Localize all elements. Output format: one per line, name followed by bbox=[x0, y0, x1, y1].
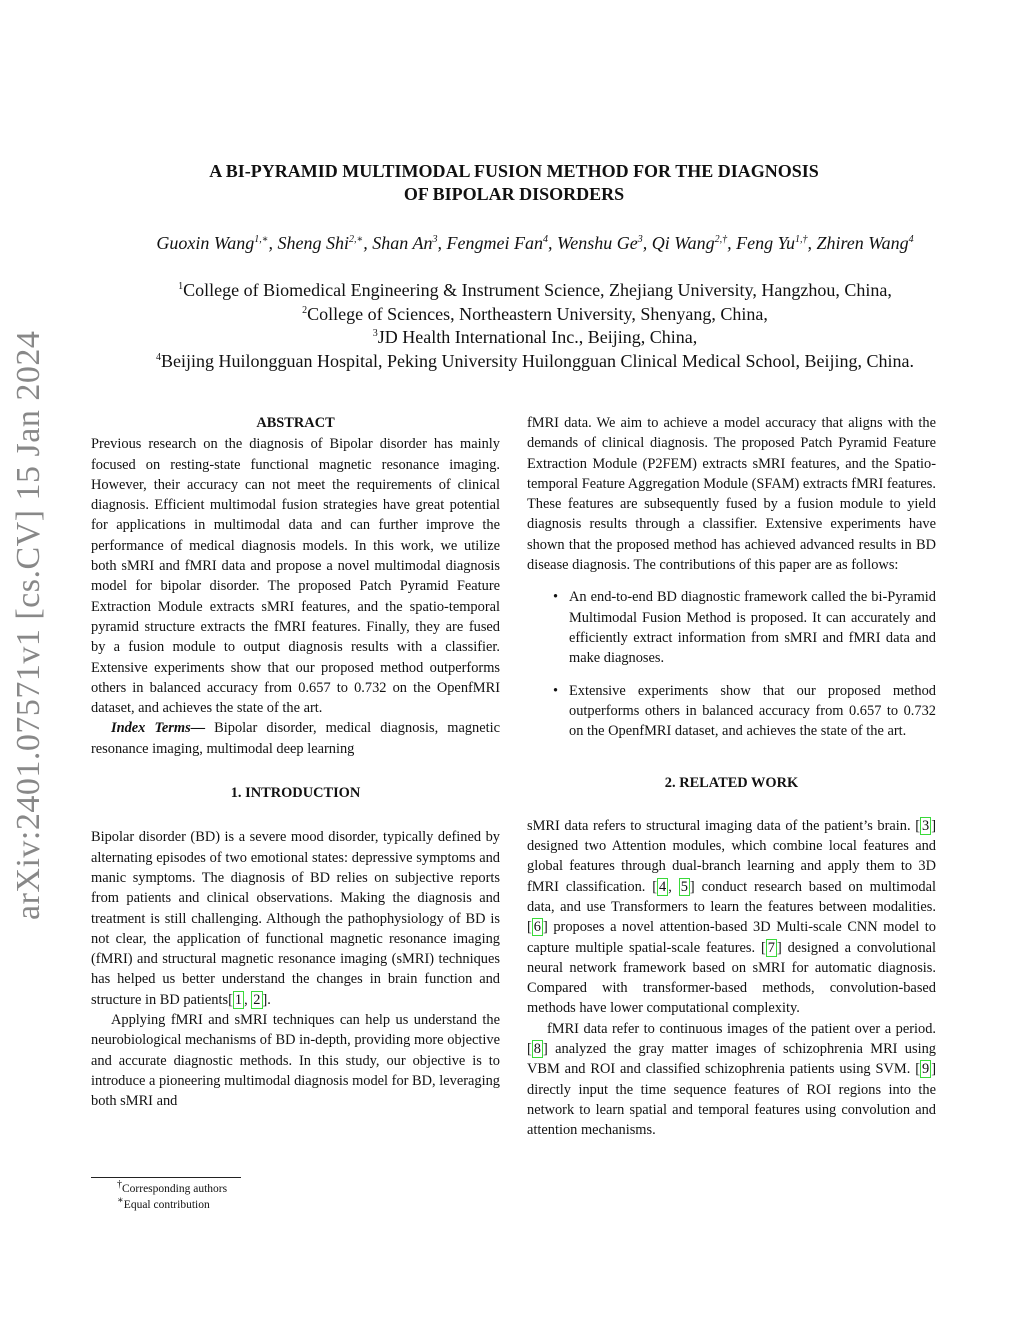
citation-link[interactable]: 2 bbox=[253, 991, 261, 1008]
footnote-corresponding: †Corresponding authors bbox=[117, 1179, 228, 1195]
author-list: Guoxin Wang$^{1,∗}$, Sheng Shi$^{2,∗}$, Shan An$^3$, Fengmei Fan$^4$, Wenshu Ge$^3$, Qi Wang$^{2,\dagger}$, Feng $Yu^{1,\dagger}$, Zhiren Wang$^4$ bbox=[156, 233, 914, 253]
author: Sheng Shi$^{2,∗}$ bbox=[277, 233, 364, 253]
abstract-heading: ABSTRACT bbox=[256, 415, 335, 431]
introduction-heading: 1. INTRODUCTION bbox=[230, 785, 361, 802]
footnote-rule bbox=[91, 1177, 241, 1178]
related-paragraph-1: sMRI data refers to structural imaging data of the patient’s brain. [ 3 ] designed two Attention modules, which combine local features and global features through dual-branch learning and apply them to 3D fMRI classification. [ 4 , 5 ] conduct research based on multimodal data, and use Transformers to learn the features between modalities. [ 6 ] proposes a novel attention-based 3D Multi-scale CNN model to capture multiple spatial-scale features. [ 7 ] designed a convolutional neural network framework based on sMRI for automatic diagnosis. Compared with transformer-based methods, convolution-based methods have lower computational complexity. bbox=[527, 817, 937, 1017]
list-item: • Extensive experiments show that our proposed method outperforms others in balanced accuracy from 0.657 to 0.732 on the OpenfMRI dataset, and achieves the state of the art. bbox=[569, 681, 936, 742]
related-paragraph-2: fMRI data refer to continuous images of the patient over a period. [ 8 ] analyzed the gray matter images of schizophrenia MRI using VBM and ROI and classified schizophrenia patients using SVM. [ 9 ] directly input the time sequence features of ROI regions into the network to learn spatial and temporal features using convolution and attention mechanisms. bbox=[527, 1020, 936, 1139]
citation-link[interactable]: 4 bbox=[659, 878, 667, 895]
affiliation-list bbox=[60, 279, 1010, 373]
citation-link[interactable]: 5 bbox=[680, 878, 688, 895]
citation-link[interactable]: 8 bbox=[533, 1041, 541, 1058]
index-terms-label: Index Terms— bbox=[111, 720, 206, 737]
citation-link[interactable]: 9 bbox=[922, 1061, 930, 1078]
related-work-heading: 2. RELATED WORK bbox=[664, 775, 799, 792]
author: Guoxin Wang$^{1,∗}$ bbox=[156, 233, 269, 253]
affiliation: $^1$College of Biomedical Engineering & Instrument Science, Zhejiang University, Hangzhou, China, bbox=[178, 280, 892, 300]
paper-title bbox=[100, 160, 928, 206]
intro-paragraph-2: Applying fMRI and sMRI techniques can help us understand the neurobiological mechanisms of BD in-depth, providing more objective and accurate diagnostic methods. In this study, our objective is to introduce a pioneering multimodal diagnosis model for BD, leveraging both sMRI and bbox=[91, 1012, 500, 1110]
title-line-2: OF BIPOLAR DISORDERS bbox=[403, 184, 625, 204]
affiliation: $^3$JD Health International Inc., Beijing, China, bbox=[372, 327, 698, 347]
citation-link[interactable]: 7 bbox=[767, 939, 775, 956]
citation-link[interactable]: 1 bbox=[234, 991, 243, 1008]
citation-link[interactable]: 3 bbox=[922, 817, 930, 834]
arxiv-identifier: arXiv:2401.07571v1 [cs.CV] 15 Jan 2024 bbox=[10, 330, 47, 920]
intro-paragraph-2-continued: fMRI data. We aim to achieve a model accuracy that aligns with the demands of clinical diagnosis. The proposed Patch Pyramid Feature Extraction Module (P2FEM) extracts sMRI features, and the Spatio-temporal Feature Aggregation Module (SFAM) extracts fMRI features. These features are subsequently fused by a fusion module to yield diagnosis results through a classifier. Extensive experiments have shown that the proposed method has achieved advanced results in BD disease diagnosis. The contributions of this paper are as follows: bbox=[527, 415, 936, 574]
footnotes bbox=[91, 1177, 500, 1213]
affiliation: $^4$Beijing Huilongguan Hospital, Peking University Huilongguan Clinical Medical School, Beijing, China. bbox=[156, 350, 914, 371]
author: Zhiren Wang$^4$ bbox=[816, 233, 914, 253]
left-column bbox=[91, 413, 500, 1112]
affiliation: $^2$College of Sciences, Northeastern University, Shenyang, China, bbox=[302, 303, 768, 324]
footnote-equal: ∗Equal contribution bbox=[117, 1195, 210, 1211]
right-column-content bbox=[527, 413, 936, 1141]
author: Qi Wang$^{2,\dagger}$ bbox=[651, 233, 728, 253]
citation-link[interactable]: 6 bbox=[533, 919, 541, 936]
intro-paragraph-1: Bipolar disorder (BD) is a severe mood disorder, typically defined by alternating episodes of two emotional states: depressive symptoms and manic symptoms. The diagnosis of BD relies on subjective reports from patients and clinical observations. Making the diagnosis and treatment is still challenging. Although the pathophysiology of BD is not clear, the application of functional magnetic resonance imaging (fMRI) and structural magnetic resonance imaging (sMRI) techniques has helped us better understand the changes in brain function and structure in BD patients[ 1 , 2 ]. bbox=[91, 829, 500, 1008]
author: Shan An$^3$ bbox=[372, 233, 438, 253]
abstract-text: Previous research on the diagnosis of Bipolar disorder has mainly focused on resting-state functional magnetic resonance imaging. However, their accuracy can not meet the requirements of clinical diagnosis. Efficient multimodal fusion strategies have great potential for applications in multimodal data and can further improve the performance of medical diagnosis models. In this work, we utilize both sMRI and fMRI data and propose a novel multimodal diagnosis model for bipolar disorder. The proposed Patch Pyramid Feature Extraction Module extracts sMRI features, and the spatio-temporal pyramid structure extracts the fMRI features. Finally, they are fused by a fusion module to output diagnosis results with a classifier. Extensive experiments show that our proposed method outperforms others in balanced accuracy from 0.657 to 0.732 on the OpenfMRI dataset, and achieves the state of the art. bbox=[91, 436, 500, 717]
contributions-list bbox=[527, 587, 936, 741]
author: Feng $Yu^{1,\dagger}$ bbox=[736, 233, 808, 253]
list-item: • An end-to-end BD diagnostic framework called the bi-Pyramid Multimodal Fusion Method is proposed. It can accurately and efficiently extract information from sMRI and fMRI data and make diagnoses. bbox=[569, 587, 936, 668]
index-terms: Index Terms— Bipolar disorder, medical diagnosis, magnetic resonance imaging, multimodal deep learning bbox=[91, 720, 500, 757]
author: Wenshu Ge$^3$ bbox=[556, 233, 643, 253]
title-line-1: A BI-PYRAMID MULTIMODAL FUSION METHOD FOR THE DIAGNOSIS bbox=[209, 161, 819, 181]
author: Fengmei Fan$^4$ bbox=[446, 233, 548, 253]
